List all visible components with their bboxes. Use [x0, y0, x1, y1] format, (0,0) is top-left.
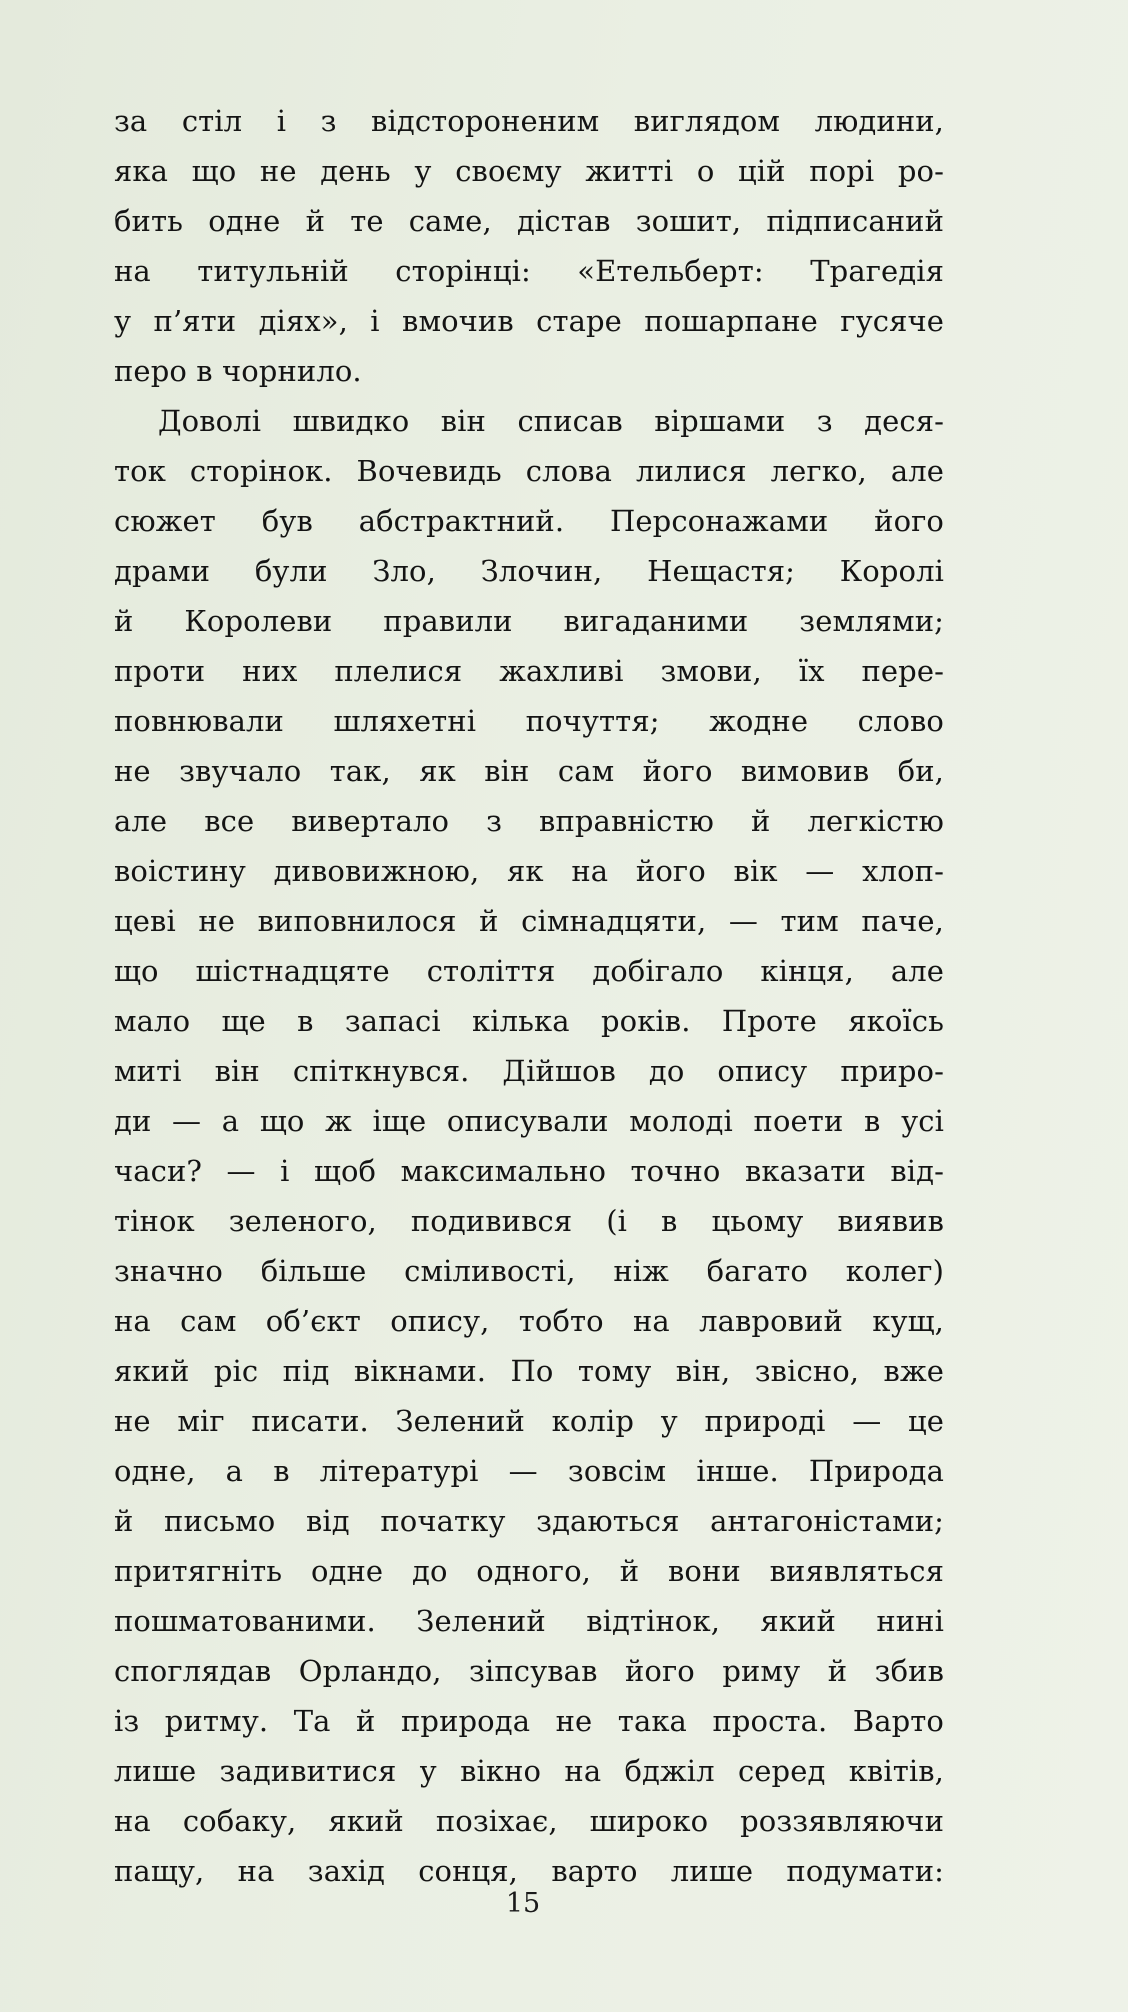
text-line: тінок зеленого, подивився (і в цьому виявив — [114, 1204, 944, 1238]
text-line: одне, а в літературі — зовсім інше. Природа — [114, 1454, 944, 1488]
text-line: який ріс під вікнами. По тому він, звісно, вже — [114, 1354, 944, 1388]
text-line: перо в чорнило. — [114, 354, 362, 388]
text-line: у п’яти діях», і вмочив старе пошарпане гусяче — [114, 304, 944, 338]
text-line: на сам об’єкт опису, тобто на лавровий кущ, — [114, 1304, 944, 1338]
text-line: не звучало так, як він сам його вимовив би, — [114, 754, 944, 788]
text-line: цеві не виповнилося й сімнадцяти, — тим паче, — [114, 904, 944, 938]
text-line: й Королеви правили вигаданими землями; — [114, 604, 944, 638]
text-line: ток сторінок. Вочевидь слова лилися легко, але — [114, 454, 944, 488]
text-line: яка що не день у своєму житті о цій порі ро- — [114, 154, 944, 188]
text-line: споглядав Орландо, зіпсував його риму й збив — [114, 1654, 944, 1688]
text-line: значно більше сміливості, ніж багато колег) — [114, 1254, 944, 1288]
text-line: пащу, на захід сонця, варто лише подумати: — [114, 1854, 944, 1888]
text-line: часи? — і щоб максимально точно вказати від- — [114, 1154, 944, 1188]
text-line: що шістнадцяте століття добігало кінця, але — [114, 954, 944, 988]
paragraph-first-line: Доволі швидко він списав віршами з деся- — [158, 404, 944, 438]
text-line: сюжет був абстрактний. Персонажами його — [114, 504, 944, 538]
text-line: не міг писати. Зелений колір у природі — це — [114, 1404, 944, 1438]
text-line: й письмо від початку здаються антагоністами; — [114, 1504, 944, 1538]
text-line: але все вивертало з вправністю й легкістю — [114, 804, 944, 838]
text-line: на титульній сторінці: «Етельберт: Трагедія — [114, 254, 944, 288]
text-line: бить одне й те саме, дістав зошит, підписаний — [114, 204, 944, 238]
body-text — [114, 96, 944, 1896]
text-line: мало ще в запасі кілька років. Проте якоїсь — [114, 1004, 944, 1038]
text-line: із ритму. Та й природа не така проста. Варто — [114, 1704, 944, 1738]
text-line: драми були Зло, Злочин, Нещастя; Королі — [114, 554, 944, 588]
text-line: ди — а що ж іще описували молоді поети в усі — [114, 1104, 944, 1138]
text-line: пошматованими. Зелений відтінок, який нині — [114, 1604, 944, 1638]
text-line: за стіл і з відстороненим виглядом людини, — [114, 104, 944, 138]
text-line: воістину дивовижною, як на його вік — хлоп- — [114, 854, 944, 888]
text-line: лише задивитися у вікно на бджіл серед квітів, — [114, 1754, 944, 1788]
text-line: повнювали шляхетні почуття; жодне слово — [114, 704, 944, 738]
text-line: проти них плелися жахливі змови, їх пере- — [114, 654, 944, 688]
page-number: 15 — [505, 1888, 541, 1919]
text-line: притягніть одне до одного, й вони виявляться — [114, 1554, 944, 1588]
text-line: на собаку, який позіхає, широко роззявляючи — [114, 1804, 944, 1838]
text-line: миті він спіткнувся. Дійшов до опису приро- — [114, 1054, 944, 1088]
